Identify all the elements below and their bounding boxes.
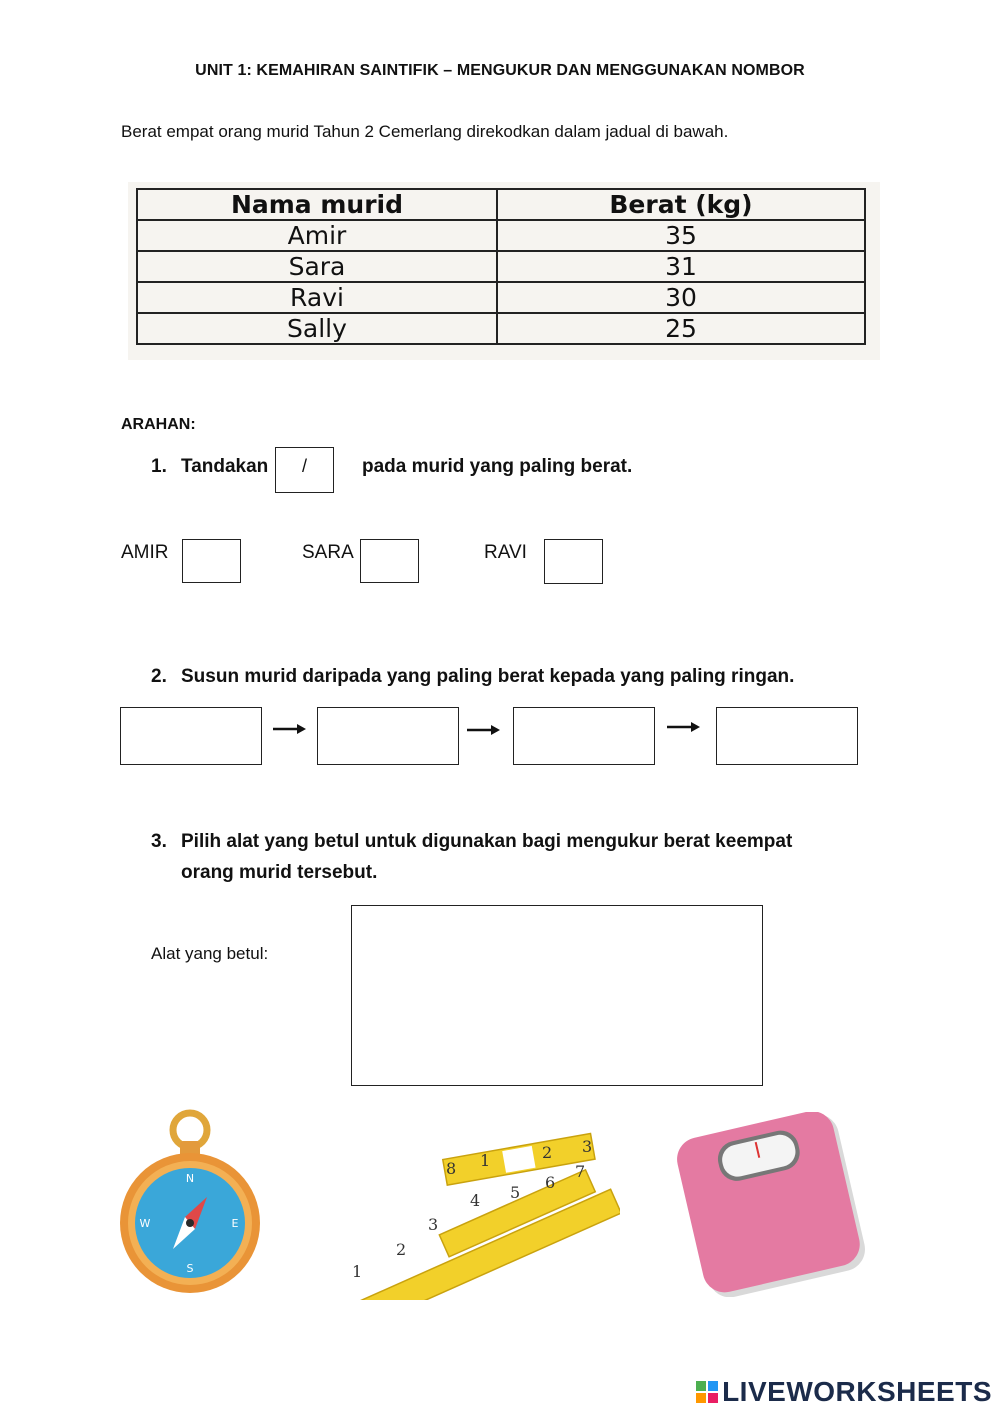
choice-ravi-checkbox[interactable]: [544, 539, 603, 584]
q1-text-before: Tandakan: [181, 456, 269, 477]
cell-weight: 30: [497, 282, 865, 313]
tool-drop-zone[interactable]: [351, 905, 763, 1086]
header-weight: Berat (kg): [497, 189, 865, 220]
instructions-heading: ARAHAN:: [121, 416, 196, 433]
tape-number: 7: [575, 1162, 586, 1181]
tick-mark: /: [301, 456, 307, 476]
tape-number: 3: [582, 1137, 593, 1156]
table-row: [137, 313, 865, 344]
cell-name: Ravi: [137, 282, 497, 313]
tape-number: 5: [510, 1183, 521, 1202]
table-row: [137, 251, 865, 282]
q2-number: 2.: [151, 666, 167, 687]
cell-weight: 35: [497, 220, 865, 251]
q1-number: 1.: [151, 456, 167, 477]
compass-east: E: [231, 1217, 239, 1230]
choice-sara-checkbox[interactable]: [360, 539, 419, 583]
brand-logo: [696, 1376, 992, 1408]
order-input-2[interactable]: [317, 707, 459, 765]
cell-name: Amir: [137, 220, 497, 251]
tape-number: 6: [545, 1173, 556, 1192]
weight-table-image: [128, 182, 880, 360]
choice-sara-label: SARA: [302, 542, 354, 563]
table-header-row: [137, 189, 865, 220]
tape-number: 8: [446, 1159, 457, 1178]
q3-number: 3.: [151, 831, 167, 852]
choice-ravi-label: RAVI: [484, 542, 527, 563]
cell-name: Sally: [137, 313, 497, 344]
order-input-4[interactable]: [716, 707, 858, 765]
order-input-3[interactable]: [513, 707, 655, 765]
compass-north: N: [185, 1172, 195, 1185]
tick-example-box: [275, 447, 334, 493]
choice-amir-label: AMIR: [121, 542, 169, 563]
weight-table: [136, 188, 866, 345]
cell-weight: 31: [497, 251, 865, 282]
tape-number: 1: [480, 1151, 491, 1170]
tape-number: 2: [542, 1143, 553, 1162]
measuring-tape-icon[interactable]: [320, 1130, 620, 1300]
q3-text-line2: orang murid tersebut.: [181, 862, 378, 883]
tape-number: 2: [396, 1240, 407, 1259]
q1-text-after: pada murid yang paling berat.: [362, 456, 633, 477]
arrow-right-icon: [667, 720, 701, 734]
header-name: Nama murid: [137, 189, 497, 220]
q2-text: Susun murid daripada yang paling berat kepada yang paling ringan.: [181, 666, 795, 687]
page-title: UNIT 1: KEMAHIRAN SAINTIFIK – MENGUKUR DAN MENGGUNAKAN NOMBOR: [195, 62, 805, 79]
logo-grid-icon: [696, 1381, 718, 1403]
cell-weight: 25: [497, 313, 865, 344]
table-row: [137, 282, 865, 313]
cell-name: Sara: [137, 251, 497, 282]
compass-west: W: [139, 1217, 151, 1230]
tape-number: 4: [470, 1191, 481, 1210]
compass-south: S: [186, 1262, 194, 1275]
q3-text-line1: Pilih alat yang betul untuk digunakan bagi mengukur berat keempat: [181, 831, 793, 852]
table-row: [137, 220, 865, 251]
tape-number: 3: [428, 1215, 439, 1234]
order-input-1[interactable]: [120, 707, 262, 765]
compass-icon[interactable]: [115, 1105, 265, 1297]
brand-name: LIVEWORKSHEETS: [722, 1376, 992, 1407]
intro-text: Berat empat orang murid Tahun 2 Cemerlang direkodkan dalam jadual di bawah.: [121, 122, 729, 141]
arrow-right-icon: [273, 722, 307, 736]
weighing-scale-icon[interactable]: [675, 1112, 870, 1297]
arrow-right-icon: [467, 723, 501, 737]
answer-label: Alat yang betul:: [151, 944, 269, 963]
tape-number: 1: [352, 1262, 363, 1281]
choice-amir-checkbox[interactable]: [182, 539, 241, 583]
